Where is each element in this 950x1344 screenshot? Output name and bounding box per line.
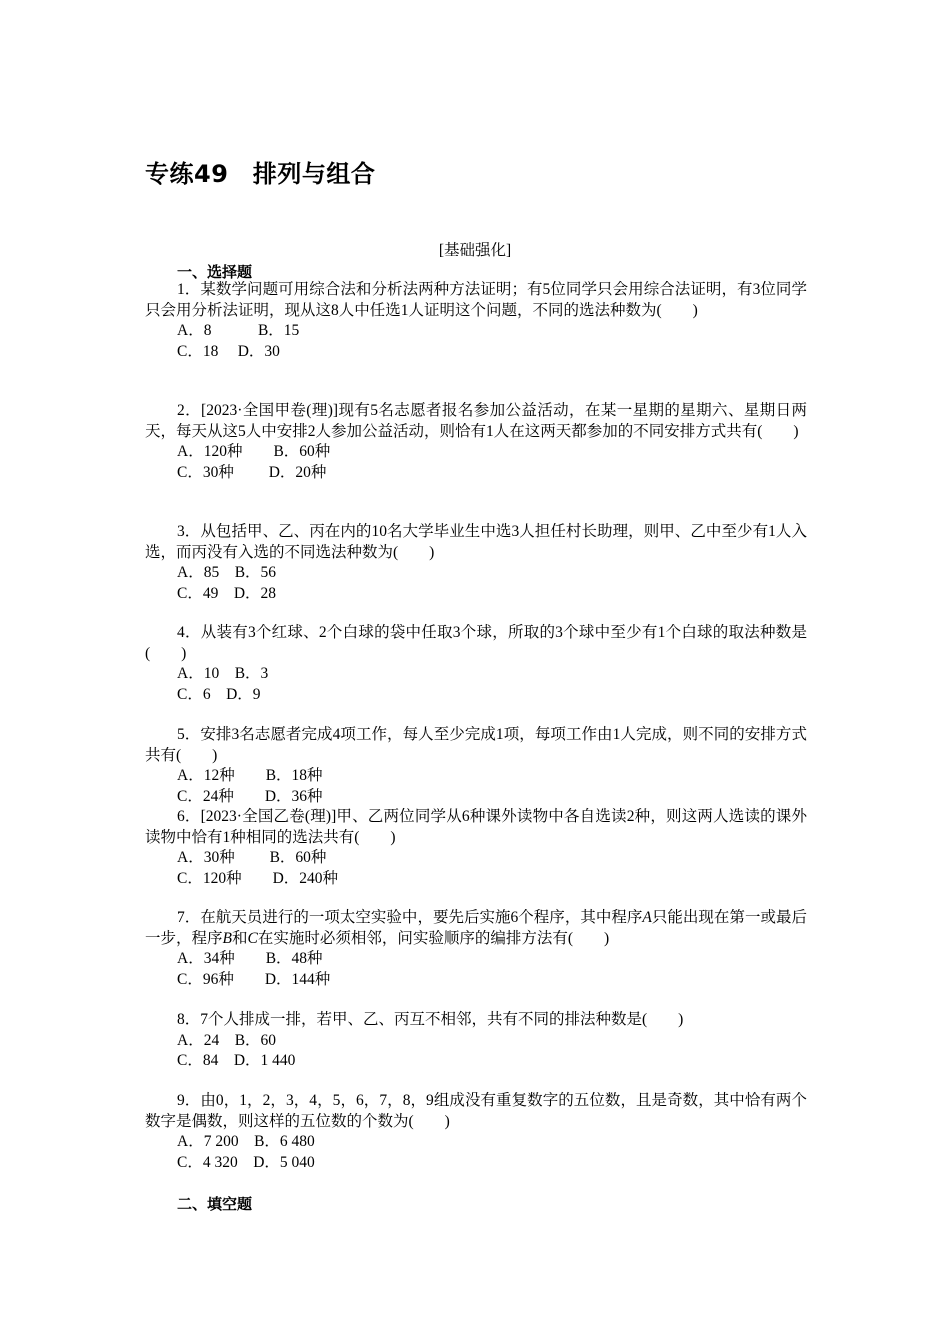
- question-stem: 3．从包括甲、乙、丙在内的10名大学毕业生中选3人担任村长助理，则甲、乙中至少有1人入选，而丙没有入选的不同选法种数为( ): [145, 523, 807, 561]
- options-row: C．49 D．28: [177, 584, 277, 602]
- stem-text: 只能出现在第一或最后一步，程序: [145, 909, 807, 947]
- page-title: 专练49 排列与组合: [145, 160, 376, 188]
- question-stem: [145, 908, 807, 949]
- stem-text: 7．在航天员进行的一项太空实验中，要先后实施6个程序，其中程序: [177, 909, 643, 926]
- options-row: C．18 D．30: [177, 342, 280, 360]
- section-heading-choice: 一、选择题: [177, 263, 253, 281]
- question-9: [145, 1091, 807, 1173]
- options-row: A．24 B．60: [177, 1031, 277, 1049]
- question-4: [145, 623, 807, 705]
- options-row: A．120种 B．60种: [177, 443, 331, 460]
- question-1: [145, 280, 807, 362]
- question-stem: 6．[2023·全国乙卷(理)]甲、乙两位同学从6种课外读物中各自选读2种，则这两人选读的课外读物中恰有1种相同的选法共有( ): [145, 808, 807, 846]
- variable-a: A: [642, 909, 652, 926]
- section-heading-fill: 二、填空题: [177, 1195, 253, 1213]
- options-row: A．10 B．3: [177, 665, 269, 682]
- options-row: C．4 320 D．5 040: [177, 1153, 315, 1171]
- question-stem: 5．安排3名志愿者完成4项工作，每人至少完成1项，每项工作由1人完成，则不同的安排方式共有( ): [145, 726, 807, 764]
- options-row: C．84 D．1 440: [177, 1052, 296, 1069]
- stem-text: 在实施时必须相邻，问实验顺序的编排方法有( ): [257, 929, 610, 947]
- question-6: [145, 807, 807, 889]
- options-row: A．34种 B．48种: [177, 950, 323, 967]
- options-row: C．24种 D．36种: [177, 787, 323, 805]
- variable-c: C: [247, 929, 258, 947]
- variable-b: B: [222, 929, 232, 947]
- question-8: [145, 1010, 807, 1072]
- options-row: C．30种 D．20种: [177, 463, 327, 481]
- question-stem: 2．[2023·全国甲卷(理)]现有5名志愿者报名参加公益活动，在某一星期的星期六、星期日两天，每天从这5人中安排2人参加公益活动，则恰有1人在这两天都参加的不同安排方式共有( ): [145, 402, 807, 440]
- options-row: A．12种 B．18种: [177, 767, 323, 784]
- question-3: [145, 522, 807, 604]
- stem-text: 和: [231, 929, 248, 947]
- options-row: C．6 D．9: [177, 685, 261, 703]
- question-stem: 9．由0，1，2，3，4，5，6，7，8，9组成没有重复数字的五位数，且是奇数，其中恰有两个数字是偶数，则这样的五位数的个数为( ): [145, 1092, 807, 1130]
- options-row: A．7 200 B．6 480: [177, 1133, 315, 1150]
- question-stem: 1．某数学问题可用综合法和分析法两种方法证明；有5位同学只会用综合法证明，有3位同学只会用分析法证明，现从这8人中任选1人证明这个问题，不同的选法种数为( ): [145, 281, 807, 319]
- options-row: C．120种 D．240种: [177, 869, 339, 887]
- question-stem: 8．7个人排成一排，若甲、乙、丙互不相邻，共有不同的排法种数是( ): [177, 1011, 684, 1028]
- question-7: [145, 908, 807, 990]
- question-5: [145, 725, 807, 807]
- section-subtitle: [基础强化]: [438, 242, 512, 259]
- options-row: A．8 B．15: [177, 322, 300, 339]
- options-row: A．85 B．56: [177, 564, 277, 581]
- options-row: C．96种 D．144种: [177, 970, 331, 988]
- options-row: A．30种 B．60种: [177, 849, 327, 866]
- question-2: [145, 401, 807, 483]
- question-stem: 4．从装有3个红球、2个白球的袋中任取3个球，所取的3个球中至少有1个白球的取法种数是( ): [145, 624, 807, 662]
